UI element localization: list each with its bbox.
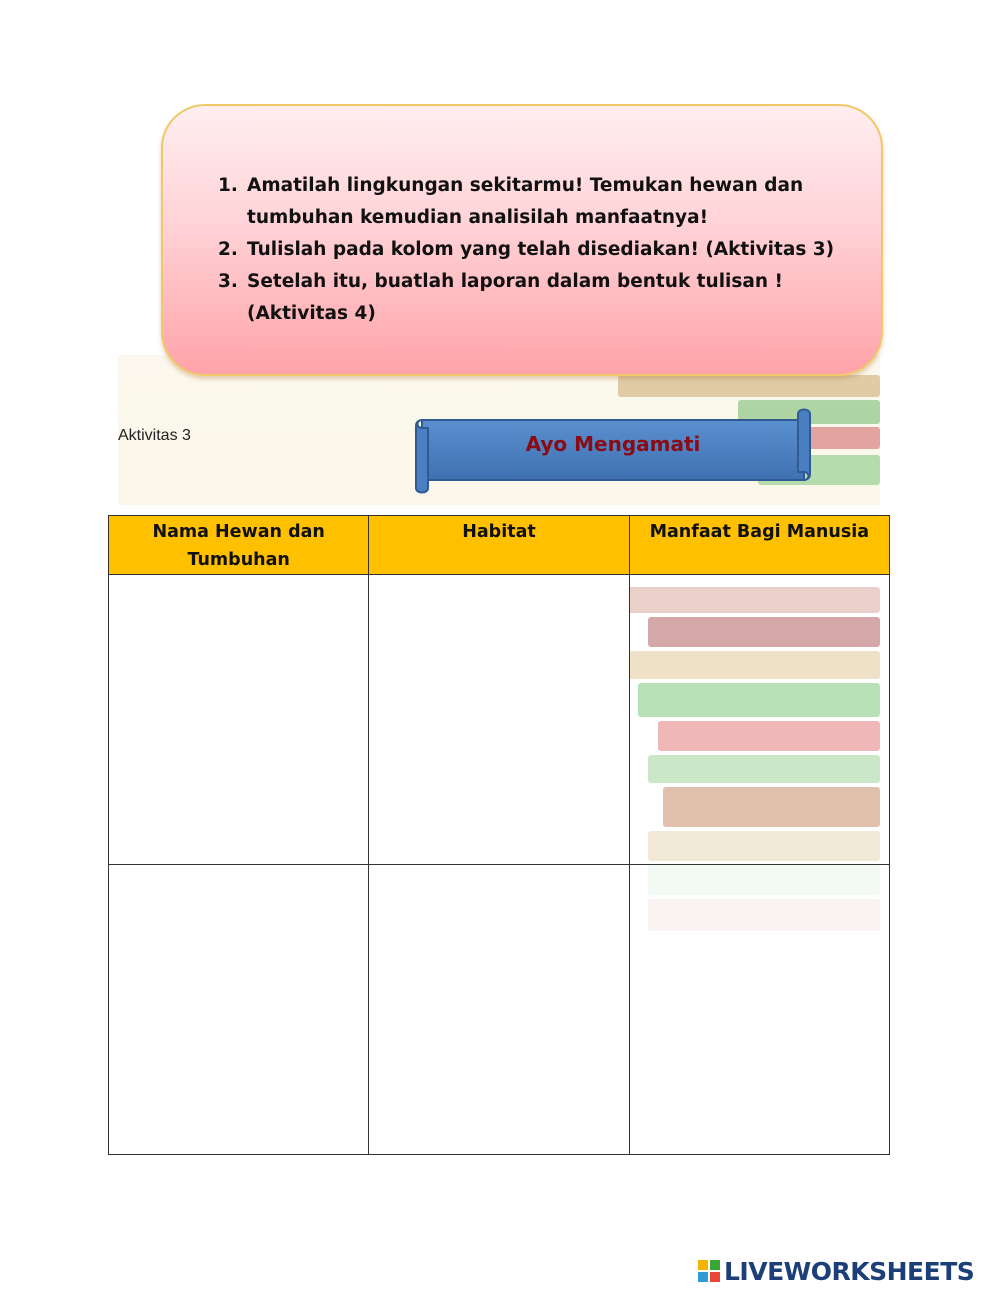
answer-cell-name[interactable]: [109, 865, 369, 1155]
table-header-row: [109, 516, 890, 575]
ayo-mengamati-banner: [412, 408, 814, 494]
answer-cell-habitat[interactable]: [369, 865, 629, 1155]
logo-grid-icon: [697, 1259, 721, 1283]
instruction-item: [218, 234, 868, 266]
activity-label: Aktivitas 3: [118, 427, 191, 444]
answer-cell-benefit[interactable]: [629, 865, 889, 1155]
answer-cell-habitat[interactable]: [369, 575, 629, 865]
answer-cell-benefit[interactable]: [629, 575, 889, 865]
observation-table: [108, 515, 890, 1155]
instruction-box: [161, 104, 883, 376]
instruction-text: Setelah itu, buatlah laporan dalam bentuk tulisan ! (Aktivitas 4): [247, 271, 783, 324]
header-habitat: Habitat: [369, 516, 629, 575]
instruction-number: 1.: [218, 175, 238, 196]
instruction-item: [218, 170, 868, 234]
logo-text: LIVEWORKSHEETS: [724, 1256, 975, 1286]
instruction-item: [218, 266, 868, 330]
table-row: [109, 575, 890, 865]
header-nama-hewan-tumbuhan: Nama Hewan dan Tumbuhan: [109, 516, 369, 575]
instruction-text: Amatilah lingkungan sekitarmu! Temukan hewan dan tumbuhan kemudian analisilah manfaatnya!: [247, 175, 804, 228]
header-manfaat: Manfaat Bagi Manusia: [629, 516, 889, 575]
instruction-number: 2.: [218, 239, 238, 260]
instruction-list: [218, 170, 868, 330]
table-row: [109, 865, 890, 1155]
instruction-text: Tulislah pada kolom yang telah disediakan! (Aktivitas 3): [247, 239, 835, 260]
banner-title: Ayo Mengamati: [525, 432, 701, 456]
instruction-number: 3.: [218, 271, 238, 292]
answer-cell-name[interactable]: [109, 575, 369, 865]
liveworksheets-logo: [697, 1256, 974, 1286]
